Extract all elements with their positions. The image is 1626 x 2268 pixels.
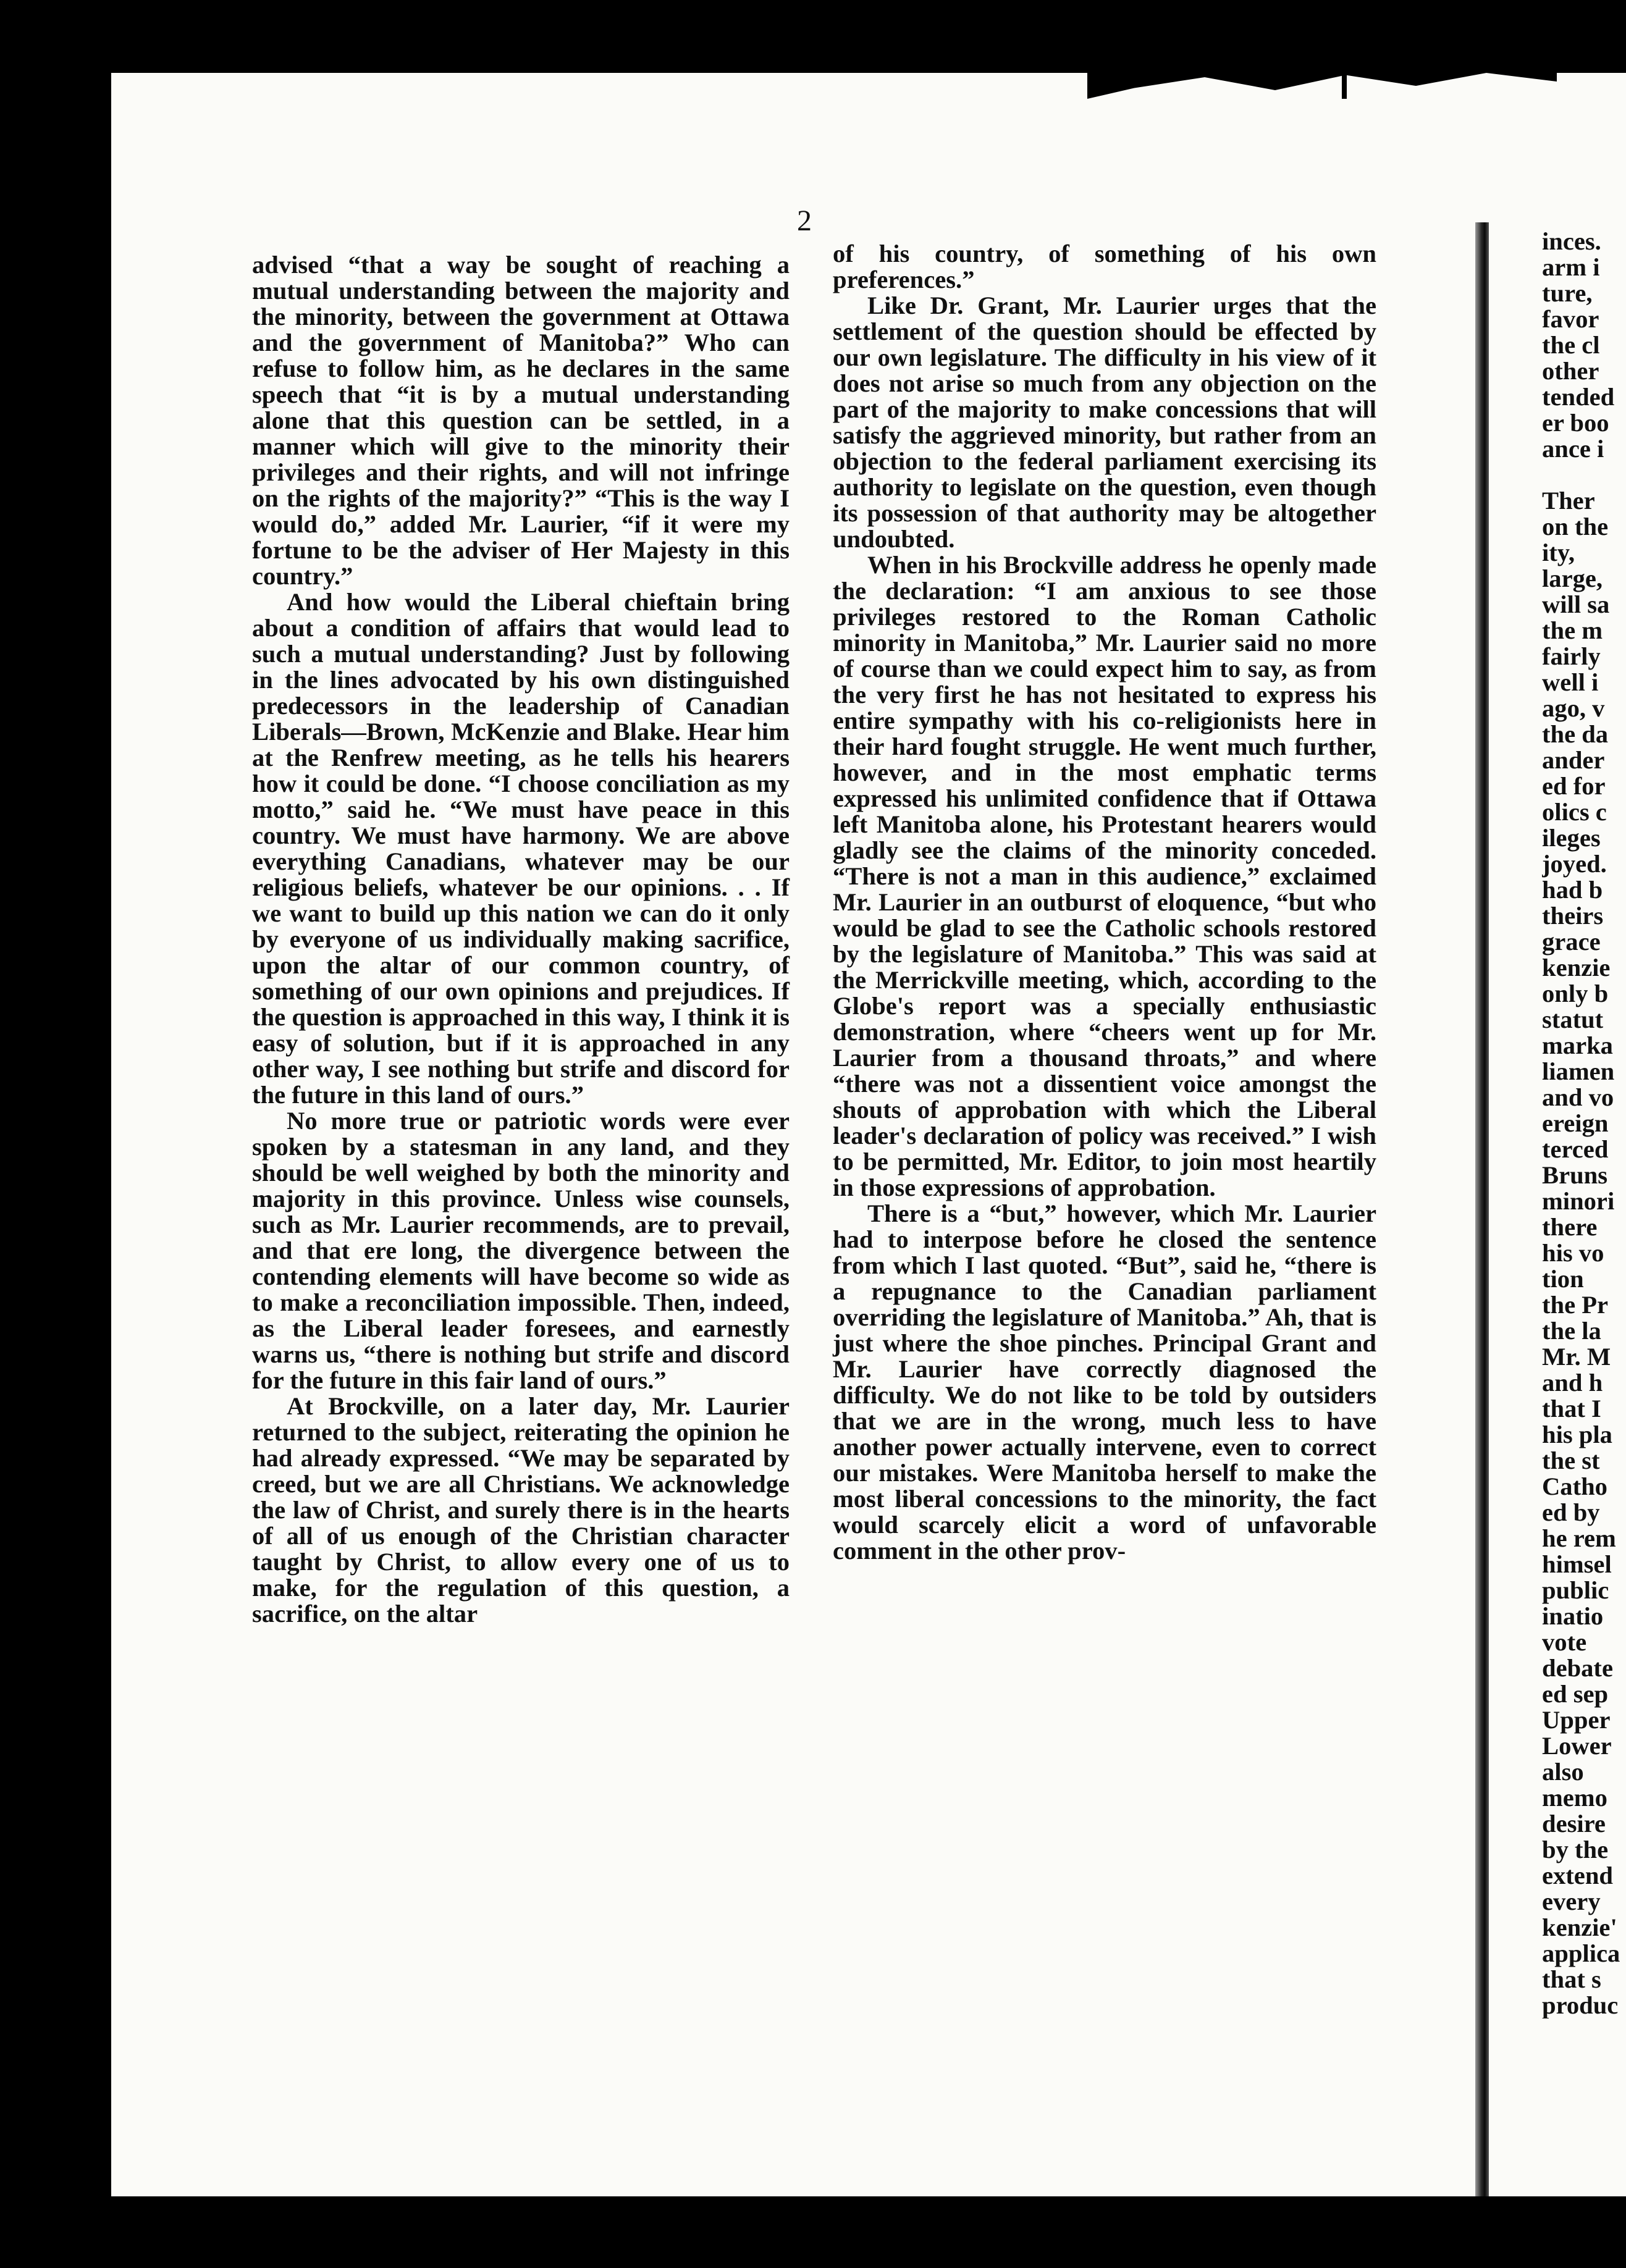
column-3-line: Bruns [1542,1161,1608,1189]
column-3-line: tion [1542,1265,1584,1293]
column-3-line: grace [1542,928,1601,956]
column-3-line: ity, [1542,539,1575,566]
column-3-line: theirs [1542,902,1604,930]
column-3-line: the da [1542,720,1609,748]
column-3-line: ereign [1542,1109,1609,1137]
column-3-line: fairly [1542,642,1601,670]
scan-speck [1342,73,1347,99]
column-3-line: ed for [1542,772,1606,800]
paragraph: When in his Brockville address he openly made the declaration: “I am anxious to see those privileges restored to the Roman Catholic minority in Manitoba,” Mr. Laurier said no more of course than we could expect him to say, as from the very first he has not hesitated to express his entire sympathy with his co-religionists here in their hard fought struggle. He went much further, however, and in the most emphatic terms expressed his unlimited confidence that if Ottawa left Manitoba alone, his Protestant hearers would gladly see the claims of the minority conceded. “There is not a man in this audience,” exclaimed Mr. Laurier in an outburst of eloquence, “but who would be glad to see the Catholic schools restored by the legislature of Manitoba.” This was said at the Merrickville meeting, which, according to the Globe's report was a specially enthusiastic demonstration, where “cheers went up for Mr. Laurier from a thousand throats,” and where “there was not a dissentient voice amongst the shouts of approbation with which the Liberal leader's declaration of policy was received.” I wish to be permitted, Mr. Editor, to join most heartily in those expressions of approbation. [833,551,1376,1201]
column-3-line: minori [1542,1187,1615,1215]
column-3-line: that s [1542,1965,1601,1993]
column-3-line: and vo [1542,1083,1614,1111]
column-3-line: by the [1542,1836,1609,1863]
column-3-line: the cl [1542,331,1600,359]
paragraph: No more true or patriotic words were ever spoken by a statesman in any land, and they should be well weighed by both the minority and majority in this province. Unless wise counsels, such as Mr. Laurier recommends, are to prevail, and that ere long, the divergence between the contending elements will have become so wide as to make a reconciliation impossible. Then, indeed, as the Liberal leader foresees, and earnestly warns us, “there is nothing but strife and discord for the future in this fair land of ours.” [252,1107,790,1394]
column-3-line: terced [1542,1135,1609,1163]
column-3-line: inces. [1542,229,1601,255]
column-3-line: liamen [1542,1057,1615,1085]
column-3-line: large, [1542,565,1603,592]
column-3-line: joyed. [1542,850,1607,878]
column-3-line: arm i [1542,253,1600,281]
column-3-line: kenzie' [1542,1913,1617,1941]
column-3-line: his vo [1542,1239,1604,1267]
column-3-line: public [1542,1576,1609,1604]
column-3-line: ture, [1542,279,1593,307]
column-3-line: there [1542,1213,1598,1241]
column-3-line: Lower [1542,1732,1612,1760]
column-3-line: ileges [1542,824,1601,852]
paragraph: Like Dr. Grant, Mr. Laurier urges that the settlement of the question should be effected by our own legislature. The difficulty in his view of it does not arise so much from any objection on the part of the majority to make concessions that will satisfy the aggrieved minority, but rather from an objection to the federal parliament exercising its authority to legislate on the question, even though its possession of that authority may be altogether undoubted. [833,292,1376,553]
column-3-line: that I [1542,1395,1601,1422]
column-3-line: the st [1542,1447,1600,1474]
article-column-1 [252,252,790,1627]
column-3-line: only b [1542,980,1609,1007]
column-3-line: olics c [1542,798,1607,826]
page-number: 2 [797,204,812,237]
column-3-line: ed sep [1542,1680,1609,1708]
column-3-line: Mr. M [1542,1343,1611,1371]
column-3-line: the Pr [1542,1291,1609,1319]
column-3-line: ance i [1542,435,1604,463]
column-3-line: his pla [1542,1421,1612,1448]
scan-speck [259,17,263,25]
column-3-line: the la [1542,1317,1601,1345]
scan-border-left [0,0,111,2268]
column-3-line: also [1542,1758,1584,1786]
column-3-line: vote [1542,1628,1587,1656]
column-3-line: on the [1542,513,1609,540]
paragraph: of his country, of something of his own preferences.” [833,240,1376,293]
paragraph: advised “that a way be sought of reaching a mutual understanding between the majority and the minority, between the government at Ottawa and the government of Manitoba?” Who can refuse to follow him, as he declares in the same speech that “it is by a mutual understanding alone that this question can be settled, in a manner which will give to the minority their privileges and their rights, and will not infringe on the rights of the majority?” “This is the way I would do,” added Mr. Laurier, “if it were my fortune to be the adviser of Her Majesty in this country.” [252,251,790,590]
column-3-line: favor [1542,305,1599,333]
column-3-line: himsel [1542,1550,1612,1578]
column-3-line: er boo [1542,409,1609,437]
paragraph: And how would the Liberal chieftain bring about a condition of affairs that would lead to such a mutual understanding? Just by following in the lines advocated by his own distinguished predecessors in the leadership of Canadian Liberals—Brown, McKenzie and Blake. Hear him at the Renfrew meeting, as he tells his hearers how it could be done. “I choose conciliation as my motto,” said he. “We must have peace in this country. We must have harmony. We are above everything Canadians, whatever may be our religious beliefs, whatever be our opinions. . . If we want to build up this nation we can do it only by everyone of us individually making sacrifice, upon the altar of our common country, of something of our own opinions and prejudices. If the question is approached in this way, I think it is easy of solution, but if it is approached in any other way, I see nothing but strife and discord for the future in this land of ours.” [252,588,790,1109]
column-3-line: inatio [1542,1602,1604,1630]
column-3-line: ago, v [1542,694,1605,722]
paragraph: At Brockville, on a later day, Mr. Laurier returned to the subject, reiterating the opinion he had already expressed. “We may be separated by creed, but we are all Christians. We acknowledge the law of Christ, and surely there is in the hearts of all of us enough of the Christian character taught by Christ, to allow every one of us to make, for the regulation of this question, a sacrifice, on the altar [252,1392,790,1628]
column-3-line: ander [1542,746,1605,774]
column-3-line: debate [1542,1654,1613,1682]
column-3-line: tended [1542,383,1615,411]
column-3-line: Upper [1542,1706,1611,1734]
column-3-line: marka [1542,1031,1613,1059]
column-3-line [1542,462,1626,488]
column-3-line: and h [1542,1369,1603,1396]
column-3-line: extend [1542,1862,1613,1889]
column-3-line: Ther [1542,487,1595,514]
article-column-2 [833,241,1376,1564]
column-3-line: other [1542,357,1599,385]
column-3-line: kenzie [1542,954,1611,981]
column-3-line: well i [1542,668,1599,696]
article-column-3-cropped [1542,229,1626,2018]
column-3-line: the m [1542,616,1603,644]
paragraph: There is a “but,” however, which Mr. Laurier had to interpose before he closed the sentence from which I last quoted. “But”, said he, “there is a repugnance to the Canadian parliament overriding the legislature of Manitoba.” Ah, that is just where the shoe pinches. Principal Grant and Mr. Laurier have correctly diagnosed the difficulty. We do not like to be told by outsiders that we are in the wrong, much less to have another power actually intervene, even to correct our mistakes. Were Manitoba herself to make the most liberal concessions to the minority, the fact would scarcely elicit a word of unfavorable comment in the other prov- [833,1199,1376,1564]
column-3-line: will sa [1542,590,1610,618]
column-3-line: ed by [1542,1498,1600,1526]
column-3-line: desire [1542,1810,1606,1838]
column-3-line: applica [1542,1939,1620,1967]
column-3-line: he rem [1542,1524,1616,1552]
column-3-line: produc [1542,1991,1619,2018]
column-3-line: every [1542,1888,1601,1915]
column-3-line: Catho [1542,1472,1607,1500]
column-3-line: had b [1542,876,1603,904]
column-3-line: memo [1542,1784,1607,1812]
scan-border-bottom [111,2196,1626,2268]
column-3-line: statut [1542,1006,1604,1033]
page-gutter [1475,222,1489,2196]
